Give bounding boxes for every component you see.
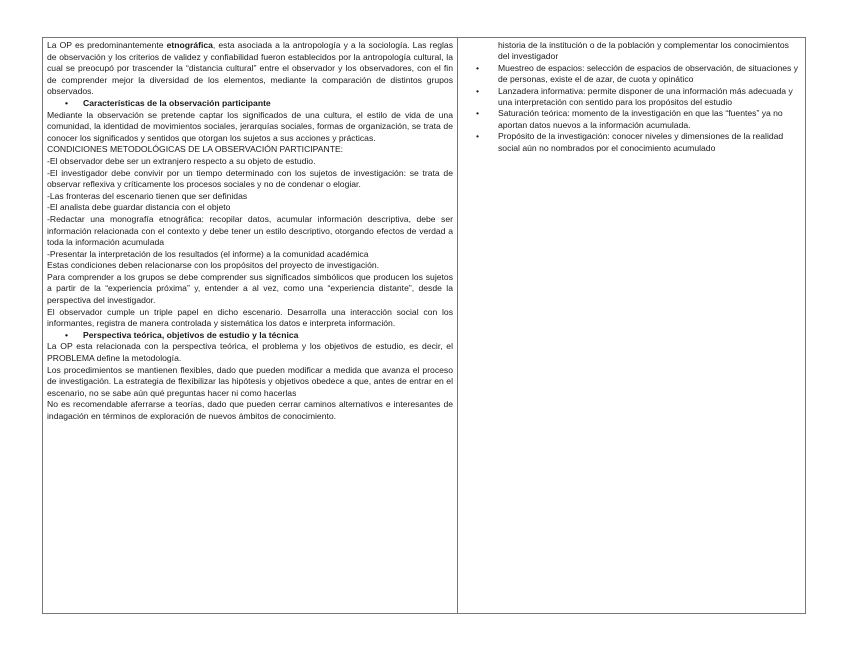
intro-bold-term: etnográfica bbox=[166, 40, 213, 50]
conditions-title: CONDICIONES METODOLÓGICAS DE LA OBSERVACIÓN PARTICIPANTE: bbox=[47, 144, 344, 155]
condition-item: -Presentar la interpretación de los resultados (el informe) a la comunidad académica bbox=[47, 248, 369, 259]
list-item-text: Propósito de la investigación: conocer niveles y dimensiones de la realidad social aún no nombrados por el conocimiento acumulado bbox=[498, 131, 784, 153]
section-heading-caracteristicas bbox=[47, 98, 453, 110]
list-item-text: Muestreo de espacios: selección de espacios de observación, de situaciones y de personas, existe el de azar, de cuota y opinático bbox=[498, 62, 799, 85]
condition-item: -El investigador debe convivir por un tiempo determinado con los sujetos de investigación: se trata de observar reflexiva y críticamente los procesos sociales y no de condenar o elogiar. bbox=[47, 167, 453, 190]
intro-paragraph bbox=[47, 40, 453, 98]
paragraph: Los procedimientos se mantienen flexibles, dado que pueden modificar a medida que avanza el proceso de investigación. La estrategia de flexibilizar las hipótesis y objetivos obedece a que, antes de entrar en el escenario, no se sabe aún qué preguntas hacer ni como hacerlas bbox=[47, 364, 453, 398]
bullet-icon: • bbox=[476, 108, 480, 119]
bullet-icon: • bbox=[476, 62, 480, 73]
paragraph: No es recomendable aferrarse a teorías, dado que pueden cerrar caminos alternativos e interesantes de indagación en términos de exploración de nuevos ámbitos de conocimiento. bbox=[47, 399, 453, 421]
bullet-icon: • bbox=[65, 329, 69, 340]
right-column bbox=[458, 38, 805, 613]
list-item-text: Lanzadera informativa: permite disponer de una información más adecuada y una interpretación con sentido para los propósitos del estudio bbox=[498, 85, 793, 108]
paragraph: Mediante la observación se pretende captar los significados de una cultura, el estilo de vida de una comunidad, la identidad de movimientos sociales, jerarquías sociales, formas de organización, se trata de conocer los significados y sentidos que otorgan los sujetos a sus acciones y prácticas. bbox=[47, 109, 453, 143]
paragraph: Para comprender a los grupos se debe comprender sus significados simbólicos que producen los sujetos a partir de la “experiencia próxima” y, entender a al vez, como una “experiencia distante”, desde la perspectiva del investigador. bbox=[47, 271, 453, 306]
paragraph: Estas condiciones deben relacionarse con los propósitos del proyecto de investigación. bbox=[47, 260, 380, 271]
condition-item: -El observador debe ser un extranjero respecto a su objeto de estudio. bbox=[47, 155, 316, 166]
intro-text: La OP es predominantemente bbox=[47, 40, 167, 50]
list-item-text: Saturación teórica: momento de la investigación en que las “fuentes” ya no aportan datos nuevos a la información acumulada. bbox=[498, 108, 783, 130]
document-table bbox=[42, 37, 806, 614]
paragraph: El observador cumple un triple papel en dicho escenario. Desarrolla una interacción social con los informantes, registra de manera controlada y sistemática los datos e interpreta información. bbox=[47, 306, 453, 329]
left-column bbox=[43, 38, 458, 613]
paragraph: La OP esta relacionada con la perspectiva teórica, el problema y los objetivos de estudio, es decir, el PROBLEMA define la metodología. bbox=[47, 341, 453, 364]
bullet-icon: • bbox=[65, 97, 69, 108]
bullet-icon: • bbox=[476, 131, 480, 142]
heading-text: Características de la observación participante bbox=[83, 97, 271, 108]
continuation-text: historia de la institución o de la población y complementar los conocimientos del investigador bbox=[498, 40, 789, 62]
list-item bbox=[464, 63, 799, 86]
section-heading-perspectiva bbox=[47, 330, 453, 342]
list-item bbox=[464, 108, 799, 131]
list-item bbox=[464, 86, 799, 109]
intro-text-cont: , esta asociada a la antropología y a la sociología. Las reglas de observación y los criterios de validez y confiabilidad fueron establecidos por la antropología cultural, la cual se preocupó por trascender la “distancia cultural” entre el observador y los observadores, con el fin de comprender mejor la diversidad de los elementos, mediante la comparación de distintos grupos observados. bbox=[47, 40, 453, 97]
condition-item: -El analista debe guardar distancia con el objeto bbox=[47, 202, 231, 213]
condition-item: -Las fronteras del escenario tienen que ser definidas bbox=[47, 190, 248, 201]
list-item bbox=[464, 131, 799, 154]
bullet-icon: • bbox=[476, 85, 480, 96]
heading-text: Perspectiva teórica, objetivos de estudio y la técnica bbox=[83, 329, 299, 340]
condition-item: -Redactar una monografía etnográfica: recopilar datos, acumular información descriptiva, debe ser información relacionada con el contexto y debe tener un estilo descriptivo, otorgando efectos de verdad a toda la información acumulada bbox=[47, 213, 453, 248]
right-bullet-list bbox=[464, 63, 799, 154]
